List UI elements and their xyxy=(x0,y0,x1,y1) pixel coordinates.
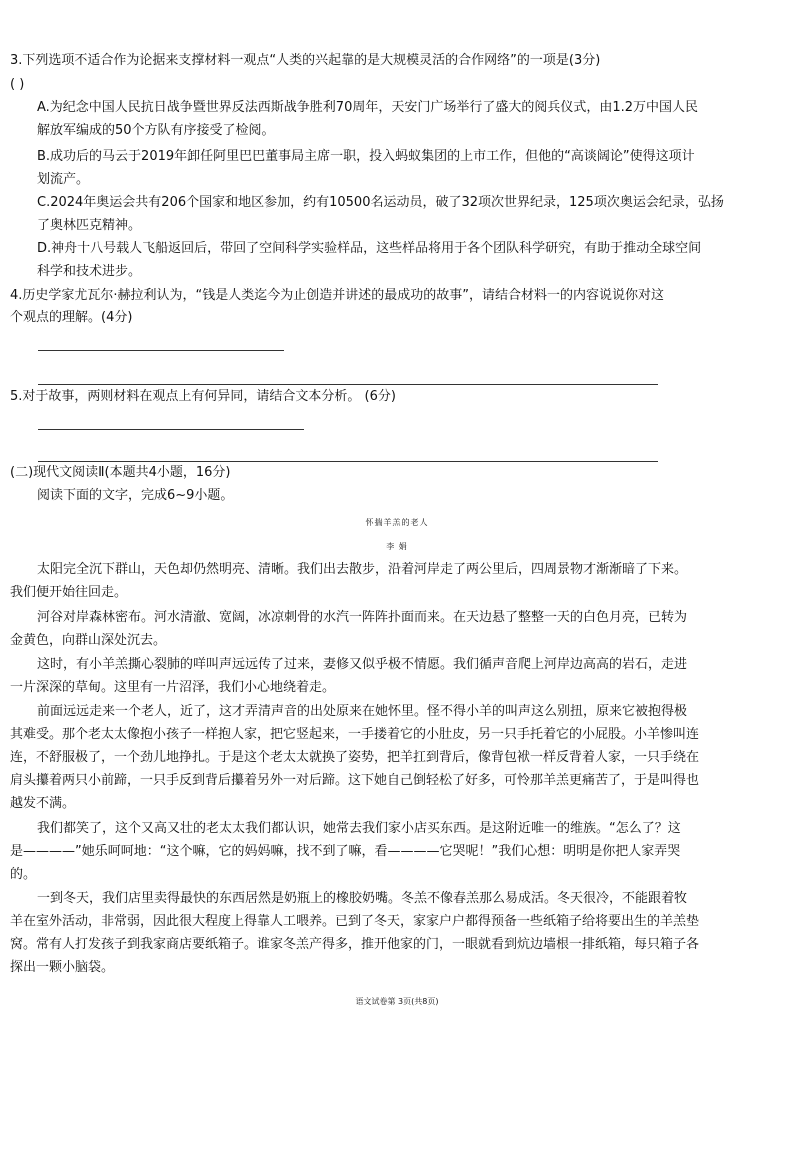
option-d-line-2: 科学和技术进步。 xyxy=(37,264,142,279)
question-4-line-2: 个观点的理解。(4分) xyxy=(10,310,133,325)
option-a-line-1: A.为纪念中国人民抗日战争暨世界反法西斯战争胜利70周年，天安门广场举行了盛大的阅兵仪式，由1.2万中国人民 xyxy=(37,100,699,115)
passage-p3-line-2: 一片深深的草甸。这里有一片沼泽，我们小心地绕着走。 xyxy=(10,680,336,695)
section-2-heading: (二)现代文阅读Ⅱ(本题共4小题，16分) xyxy=(10,465,231,480)
passage-p1-line-2: 我们便开始往回走。 xyxy=(10,585,128,600)
answer-line-q4-long[interactable] xyxy=(38,384,658,385)
passage-p2-line-1: 河谷对岸森林密布。河水清澈、宽阔，冰凉刺骨的水汽一阵阵扑面而来。在天边悬了整整一天的白色月亮，已转为 xyxy=(37,610,688,625)
passage-p4-line-4: 肩头攥着两只小前蹄，一只手反到背后攥着另外一对后蹄。这下她自己倒轻松了好多，可怜那羊羔更痛苦了，于是叫得也 xyxy=(10,773,700,788)
passage-p4-line-3: 连，不舒服极了，一个劲儿地挣扎。于是这个老太太就换了姿势，把羊扛到背后，像背包袱一样反背着人家，一只手绕在 xyxy=(10,750,700,765)
option-d-line-1: D.神舟十八号载人飞船返回后，带回了空间科学实验样品，这些样品将用于各个团队科学研究，有助于推动全球空间 xyxy=(37,241,702,256)
answer-line-q5-short[interactable] xyxy=(38,429,304,430)
passage-p5-line-3: 的。 xyxy=(10,867,37,882)
passage-p4-line-1: 前面远远走来一个老人，近了，这才弄清声音的出处原来在她怀里。怪不得小羊的叫声这么别扭，原来它被抱得极 xyxy=(37,704,688,719)
passage-p3-line-1: 这时，有小羊羔撕心裂肺的咩叫声远远传了过来，妻修又似乎极不情愿。我们循声音爬上河岸边高高的岩石，走进 xyxy=(37,657,688,672)
option-a-line-2: 解放军编成的50个方队有序接受了检阅。 xyxy=(37,123,275,138)
question-3-stem: 3.下列选项不适合作为论据来支撑材料一观点“人类的兴起靠的是大规模灵活的合作网络”的一项是(3分) xyxy=(10,53,601,68)
passage-p6-line-2: 羊在室外活动，非常弱，因此很大程度上得靠人工喂养。已到了冬天，家家户户都得预备一些纸箱子给将要出生的羊羔垫 xyxy=(10,914,700,929)
answer-line-q5-long[interactable] xyxy=(38,461,658,462)
option-b-line-1: B.成功后的马云于2019年卸任阿里巴巴董事局主席一职，投入蚂蚁集团的上市工作，但他的“高谈阔论”使得这项计 xyxy=(37,149,695,164)
passage-title: 怀揣羊羔的老人 xyxy=(365,518,429,527)
page-footer: 语文试卷第 3页(共8页) xyxy=(355,997,439,1006)
passage-p5-line-1: 我们都笑了，这个又高又壮的老太太我们都认识，她常去我们家小店买东西。是这附近唯一的维族。“怎么了？这 xyxy=(37,821,681,836)
passage-p5-line-2: 是————”她乐呵呵地：“这个嘛，它的妈妈嘛，找不到了嘛，看————它哭呢！”我们心想：明明是你把人家弄哭 xyxy=(10,844,681,859)
answer-parentheses: ( ) xyxy=(10,77,25,92)
option-b-line-2: 划流产。 xyxy=(37,172,90,187)
passage-p6-line-4: 探出一颗小脑袋。 xyxy=(10,960,115,975)
section-2-instruction: 阅读下面的文字，完成6~9小题。 xyxy=(37,488,234,503)
question-4-line-1: 4.历史学家尤瓦尔·赫拉利认为，“钱是人类迄今为止创造并讲述的最成功的故事”，请结合材料一的内容说说你对这 xyxy=(10,288,665,303)
passage-p4-line-5: 越发不满。 xyxy=(10,796,76,811)
passage-p6-line-1: 一到冬天，我们店里卖得最快的东西居然是奶瓶上的橡胶奶嘴。冬羔不像春羔那么易成活。冬天很冷，不能跟着牧 xyxy=(37,891,688,906)
passage-p1-line-1: 太阳完全沉下群山，天色却仍然明亮、清晰。我们出去散步，沿着河岸走了两公里后，四周景物才渐渐暗了下来。 xyxy=(37,562,688,577)
passage-p2-line-2: 金黄色，向群山深处沉去。 xyxy=(10,633,167,648)
option-c-line-2: 了奥林匹克精神。 xyxy=(37,218,142,233)
question-5-line-1: 5.对于故事，两则材料在观点上有何异同，请结合文本分析。 (6分) xyxy=(10,389,396,404)
answer-line-q4-short[interactable] xyxy=(38,350,284,351)
passage-p4-line-2: 其难受。那个老太太像抱小孩子一样抱人家，把它竖起来，一手搂着它的小肚皮，另一只手托着它的小屁股。小羊惨叫连 xyxy=(10,727,700,742)
passage-author: 李 娟 xyxy=(386,542,408,551)
option-c-line-1: C.2024年奥运会共有206个国家和地区参加，约有10500名运动员，破了32项次世界纪录，125项次奥运会纪录，弘扬 xyxy=(37,195,724,210)
passage-p6-line-3: 窝。常有人打发孩子到我家商店要纸箱子。谁家冬羔产得多，推开他家的门，一眼就看到炕边墙根一排纸箱，每只箱子各 xyxy=(10,937,700,952)
